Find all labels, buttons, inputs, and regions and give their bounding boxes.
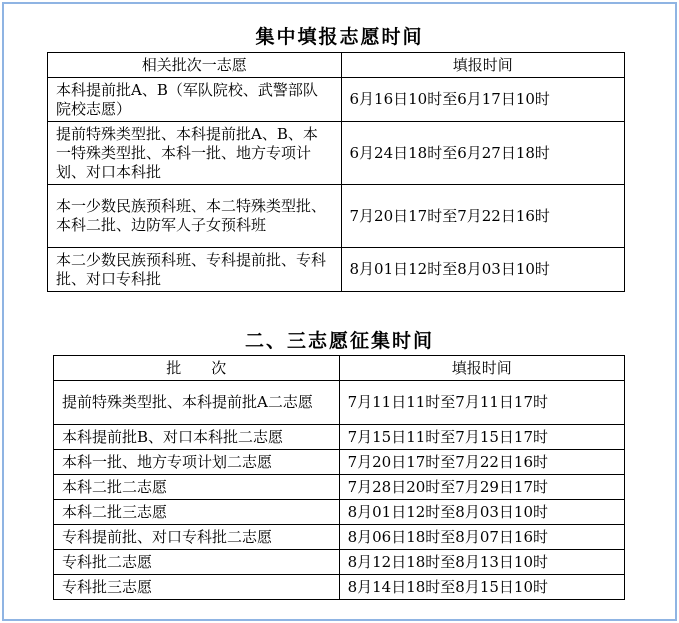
batch-cell: 本二少数民族预科班、专科提前批、专科批、对口专科批	[48, 248, 342, 292]
header-time: 填报时间	[339, 356, 624, 381]
table-row	[54, 500, 625, 525]
table-row	[48, 78, 625, 122]
batch-cell: 提前特殊类型批、本科提前批A二志愿	[54, 381, 340, 425]
batch-cell: 专科批三志愿	[54, 575, 340, 600]
table-row	[54, 575, 625, 600]
time-cell: 8月01日12时至8月03日10时	[341, 248, 625, 292]
table-row	[54, 425, 625, 450]
time-cell: 8月06日18时至8月07日16时	[339, 525, 624, 550]
time-cell: 7月11日11时至7月11日17时	[339, 381, 624, 425]
section2-title: 二、三志愿征集时间	[244, 330, 434, 352]
batch-cell: 本科二批二志愿	[54, 475, 340, 500]
batch-cell: 本科提前批B、对口本科批二志愿	[54, 425, 340, 450]
table-row	[54, 550, 625, 575]
batch-cell: 专科批二志愿	[54, 550, 340, 575]
centralized-filling-table	[47, 52, 625, 292]
batch-cell: 提前特殊类型批、本科提前批A、B、本一特殊类型批、本科一批、地方专项计划、对口本科批	[48, 122, 342, 185]
table-row	[54, 475, 625, 500]
batch-cell: 本科二批三志愿	[54, 500, 340, 525]
time-cell: 7月20日17时至7月22日16时	[339, 450, 624, 475]
time-cell: 8月14日18时至8月15日10时	[339, 575, 624, 600]
table-row	[48, 185, 625, 248]
batch-cell: 本科一批、地方专项计划二志愿	[54, 450, 340, 475]
time-cell: 6月24日18时至6月27日18时	[341, 122, 625, 185]
header-time: 填报时间	[341, 53, 625, 78]
table-header-row	[54, 356, 625, 381]
table-row	[48, 248, 625, 292]
header-batch: 批 次	[54, 356, 340, 381]
table-row	[54, 450, 625, 475]
time-cell: 7月20日17时至7月22日16时	[341, 185, 625, 248]
table-row	[54, 381, 625, 425]
time-cell: 6月16日10时至6月17日10时	[341, 78, 625, 122]
batch-cell: 本一少数民族预科班、本二特殊类型批、本科二批、边防军人子女预科班	[48, 185, 342, 248]
time-cell: 8月01日12时至8月03日10时	[339, 500, 624, 525]
table-row	[54, 525, 625, 550]
batch-cell: 本科提前批A、B（军队院校、武警部队院校志愿）	[48, 78, 342, 122]
solicitation-table	[53, 355, 625, 600]
time-cell: 8月12日18时至8月13日10时	[339, 550, 624, 575]
table-row	[48, 122, 625, 185]
batch-cell: 专科提前批、对口专科批二志愿	[54, 525, 340, 550]
time-cell: 7月15日11时至7月15日17时	[339, 425, 624, 450]
time-cell: 7月28日20时至7月29日17时	[339, 475, 624, 500]
table-header-row	[48, 53, 625, 78]
header-batch: 相关批次一志愿	[48, 53, 342, 78]
section1-title: 集中填报志愿时间	[255, 26, 424, 48]
